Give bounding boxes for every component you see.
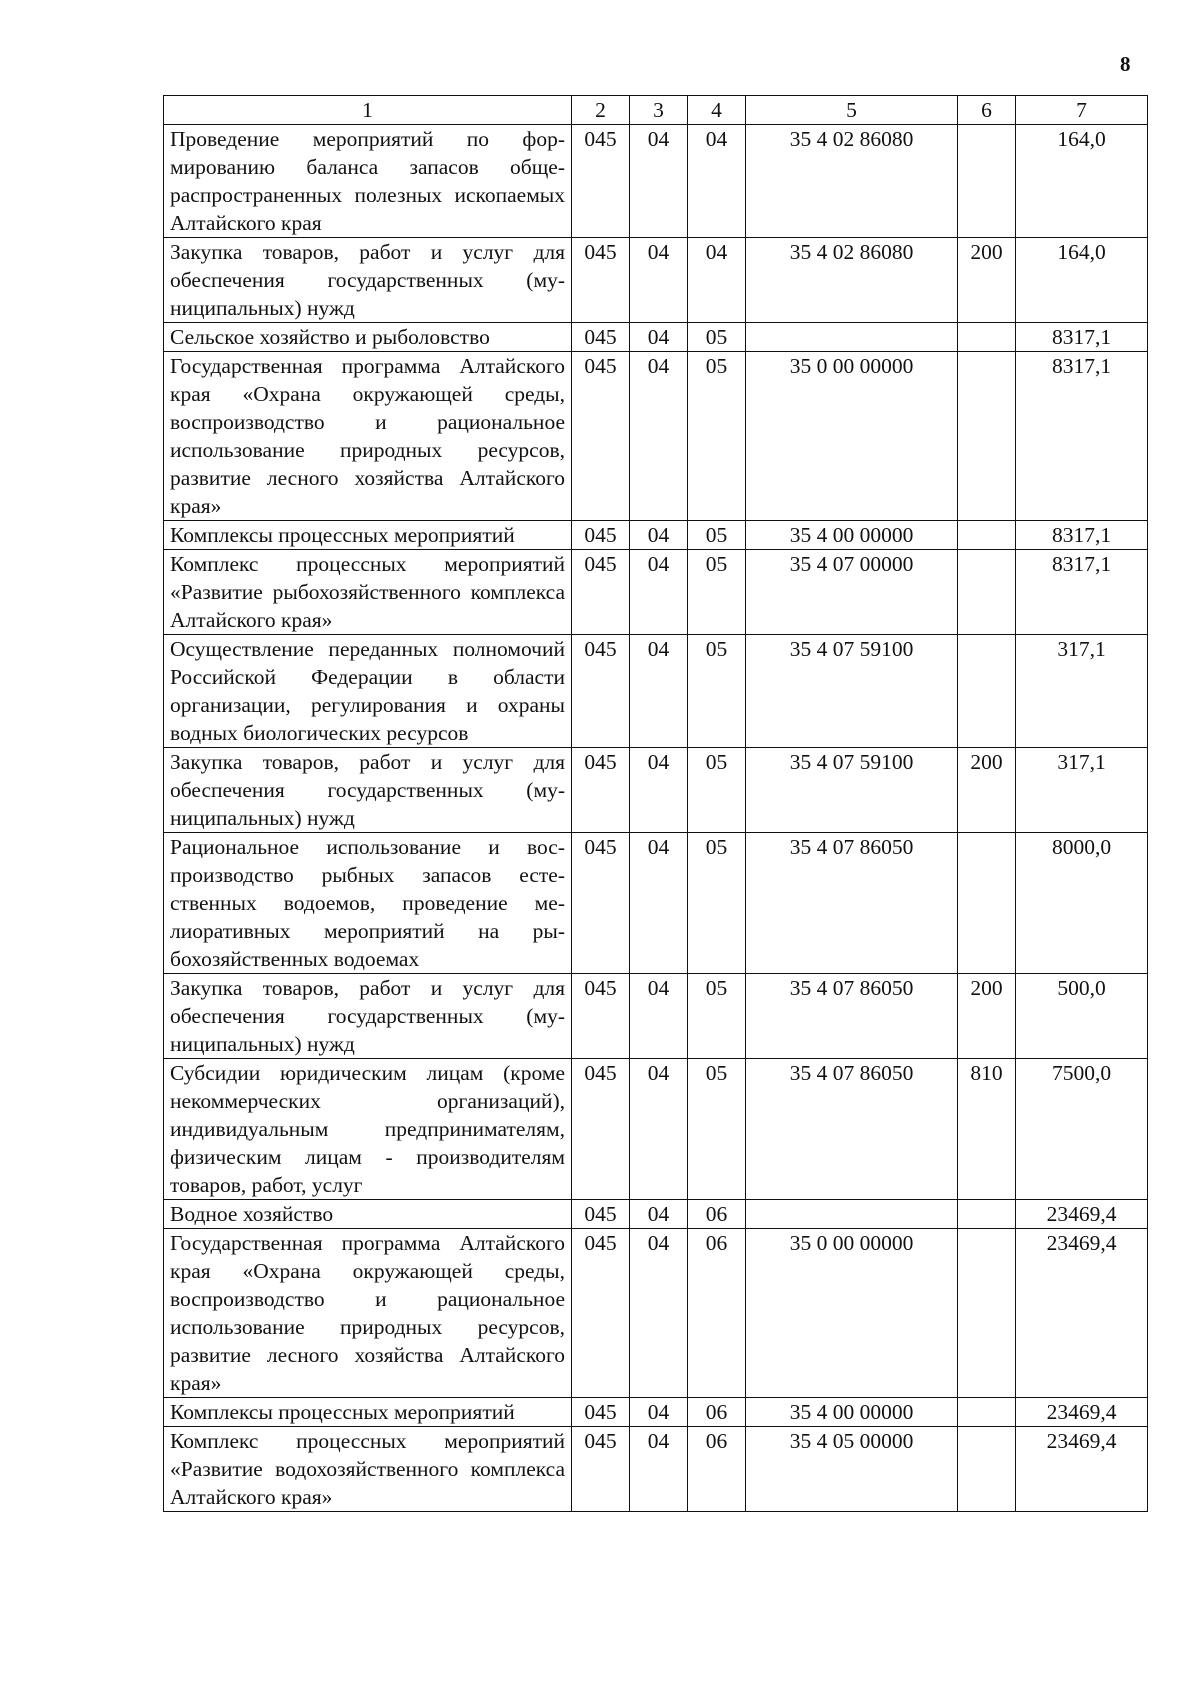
section-code: 04 bbox=[630, 1229, 688, 1398]
target-code: 35 4 05 00000 bbox=[746, 1427, 958, 1512]
admin-code: 045 bbox=[572, 1427, 630, 1512]
section-code: 04 bbox=[630, 974, 688, 1059]
subsection-code: 05 bbox=[688, 1059, 746, 1200]
item-name: Проведение мероприятий по формированию баланса запасов общераспространенных полезных ископаемых Алтайского края bbox=[164, 125, 572, 238]
admin-code: 045 bbox=[572, 974, 630, 1059]
expense-type-code bbox=[958, 635, 1016, 748]
table-row bbox=[164, 238, 1148, 323]
column-header-7: 7 bbox=[1016, 96, 1148, 125]
table-row bbox=[164, 1200, 1148, 1229]
admin-code: 045 bbox=[572, 521, 630, 550]
expense-type-code: 810 bbox=[958, 1059, 1016, 1200]
admin-code: 045 bbox=[572, 352, 630, 521]
admin-code: 045 bbox=[572, 833, 630, 974]
amount: 23469,4 bbox=[1016, 1398, 1148, 1427]
expense-type-code bbox=[958, 521, 1016, 550]
budget-table bbox=[163, 95, 1148, 1512]
section-code: 04 bbox=[630, 1059, 688, 1200]
table-row bbox=[164, 550, 1148, 635]
item-name: Субсидии юридическим лицам (кроме некоммерческих организаций), индивидуальным предпринимателям, физическим лицам - производителям товаров, работ, услуг bbox=[164, 1059, 572, 1200]
column-header-3: 3 bbox=[630, 96, 688, 125]
table-row bbox=[164, 974, 1148, 1059]
subsection-code: 06 bbox=[688, 1229, 746, 1398]
subsection-code: 05 bbox=[688, 550, 746, 635]
admin-code: 045 bbox=[572, 238, 630, 323]
expense-type-code: 200 bbox=[958, 974, 1016, 1059]
section-code: 04 bbox=[630, 833, 688, 974]
item-name: Сельское хозяйство и рыболовство bbox=[164, 323, 572, 352]
expense-type-code bbox=[958, 833, 1016, 974]
target-code: 35 4 07 59100 bbox=[746, 748, 958, 833]
column-header-2: 2 bbox=[572, 96, 630, 125]
amount: 317,1 bbox=[1016, 748, 1148, 833]
table-row bbox=[164, 635, 1148, 748]
amount: 7500,0 bbox=[1016, 1059, 1148, 1200]
expense-type-code bbox=[958, 1398, 1016, 1427]
subsection-code: 05 bbox=[688, 635, 746, 748]
amount: 8317,1 bbox=[1016, 550, 1148, 635]
subsection-code: 04 bbox=[688, 238, 746, 323]
item-name: Закупка товаров, работ и услуг для обеспечения государственных (муниципальных) нужд bbox=[164, 974, 572, 1059]
admin-code: 045 bbox=[572, 125, 630, 238]
table-row bbox=[164, 323, 1148, 352]
table-row bbox=[164, 1059, 1148, 1200]
amount: 8317,1 bbox=[1016, 323, 1148, 352]
expense-type-code bbox=[958, 352, 1016, 521]
amount: 23469,4 bbox=[1016, 1229, 1148, 1398]
amount: 8317,1 bbox=[1016, 352, 1148, 521]
table-row bbox=[164, 1427, 1148, 1512]
target-code: 35 0 00 00000 bbox=[746, 352, 958, 521]
subsection-code: 04 bbox=[688, 125, 746, 238]
section-code: 04 bbox=[630, 238, 688, 323]
target-code: 35 4 07 86050 bbox=[746, 974, 958, 1059]
expense-type-code bbox=[958, 550, 1016, 635]
section-code: 04 bbox=[630, 521, 688, 550]
expense-type-code bbox=[958, 1229, 1016, 1398]
target-code bbox=[746, 323, 958, 352]
column-header-1: 1 bbox=[164, 96, 572, 125]
column-header-4: 4 bbox=[688, 96, 746, 125]
amount: 500,0 bbox=[1016, 974, 1148, 1059]
section-code: 04 bbox=[630, 1398, 688, 1427]
amount: 8000,0 bbox=[1016, 833, 1148, 974]
item-name: Комплексы процессных мероприятий bbox=[164, 521, 572, 550]
table-row bbox=[164, 1398, 1148, 1427]
item-name: Рациональное использование и воспроизводство рыбных запасов естественных водоемов, проведение мелиоративных мероприятий на рыбохозяйственных водоемах bbox=[164, 833, 572, 974]
column-header-5: 5 bbox=[746, 96, 958, 125]
admin-code: 045 bbox=[572, 1229, 630, 1398]
page-number: 8 bbox=[1120, 52, 1131, 76]
target-code: 35 0 00 00000 bbox=[746, 1229, 958, 1398]
target-code: 35 4 07 86050 bbox=[746, 1059, 958, 1200]
table-row bbox=[164, 352, 1148, 521]
column-header-6: 6 bbox=[958, 96, 1016, 125]
expense-type-code: 200 bbox=[958, 748, 1016, 833]
table-row bbox=[164, 1229, 1148, 1398]
subsection-code: 05 bbox=[688, 748, 746, 833]
target-code: 35 4 00 00000 bbox=[746, 521, 958, 550]
table-row bbox=[164, 125, 1148, 238]
expense-type-code bbox=[958, 1427, 1016, 1512]
table-row bbox=[164, 833, 1148, 974]
subsection-code: 05 bbox=[688, 352, 746, 521]
item-name: Закупка товаров, работ и услуг для обеспечения государственных (муниципальных) нужд bbox=[164, 238, 572, 323]
subsection-code: 05 bbox=[688, 833, 746, 974]
column-number-row bbox=[164, 96, 1148, 125]
subsection-code: 06 bbox=[688, 1200, 746, 1229]
amount: 164,0 bbox=[1016, 238, 1148, 323]
section-code: 04 bbox=[630, 1427, 688, 1512]
amount: 164,0 bbox=[1016, 125, 1148, 238]
table-row bbox=[164, 748, 1148, 833]
table-row bbox=[164, 521, 1148, 550]
target-code: 35 4 07 00000 bbox=[746, 550, 958, 635]
admin-code: 045 bbox=[572, 1398, 630, 1427]
item-name: Государственная программа Алтайского края «Охрана окружающей среды, воспроизводство и рациональное использование природных ресурсов, развитие лесного хозяйства Алтайского края» bbox=[164, 352, 572, 521]
section-code: 04 bbox=[630, 323, 688, 352]
item-name: Комплекс процессных мероприятий «Развитие водохозяйственного комплекса Алтайского края» bbox=[164, 1427, 572, 1512]
section-code: 04 bbox=[630, 1200, 688, 1229]
amount: 23469,4 bbox=[1016, 1427, 1148, 1512]
item-name: Закупка товаров, работ и услуг для обеспечения государственных (муниципальных) нужд bbox=[164, 748, 572, 833]
subsection-code: 06 bbox=[688, 1398, 746, 1427]
expense-type-code bbox=[958, 323, 1016, 352]
amount: 8317,1 bbox=[1016, 521, 1148, 550]
target-code bbox=[746, 1200, 958, 1229]
expense-type-code bbox=[958, 1200, 1016, 1229]
item-name: Водное хозяйство bbox=[164, 1200, 572, 1229]
admin-code: 045 bbox=[572, 1200, 630, 1229]
item-name: Осуществление переданных полномочий Российской Федерации в области организации, регулирования и охраны водных биологических ресурсов bbox=[164, 635, 572, 748]
subsection-code: 05 bbox=[688, 323, 746, 352]
admin-code: 045 bbox=[572, 635, 630, 748]
section-code: 04 bbox=[630, 125, 688, 238]
admin-code: 045 bbox=[572, 1059, 630, 1200]
amount: 317,1 bbox=[1016, 635, 1148, 748]
target-code: 35 4 00 00000 bbox=[746, 1398, 958, 1427]
target-code: 35 4 02 86080 bbox=[746, 238, 958, 323]
item-name: Комплексы процессных мероприятий bbox=[164, 1398, 572, 1427]
admin-code: 045 bbox=[572, 748, 630, 833]
amount: 23469,4 bbox=[1016, 1200, 1148, 1229]
admin-code: 045 bbox=[572, 323, 630, 352]
subsection-code: 05 bbox=[688, 521, 746, 550]
expense-type-code: 200 bbox=[958, 238, 1016, 323]
expense-type-code bbox=[958, 125, 1016, 238]
section-code: 04 bbox=[630, 352, 688, 521]
subsection-code: 06 bbox=[688, 1427, 746, 1512]
section-code: 04 bbox=[630, 635, 688, 748]
subsection-code: 05 bbox=[688, 974, 746, 1059]
target-code: 35 4 07 59100 bbox=[746, 635, 958, 748]
section-code: 04 bbox=[630, 748, 688, 833]
item-name: Комплекс процессных мероприятий «Развитие рыбохозяйственного комплекса Алтайского края» bbox=[164, 550, 572, 635]
admin-code: 045 bbox=[572, 550, 630, 635]
item-name: Государственная программа Алтайского края «Охрана окружающей среды, воспроизводство и рациональное использование природных ресурсов, развитие лесного хозяйства Алтайского края» bbox=[164, 1229, 572, 1398]
target-code: 35 4 02 86080 bbox=[746, 125, 958, 238]
target-code: 35 4 07 86050 bbox=[746, 833, 958, 974]
section-code: 04 bbox=[630, 550, 688, 635]
